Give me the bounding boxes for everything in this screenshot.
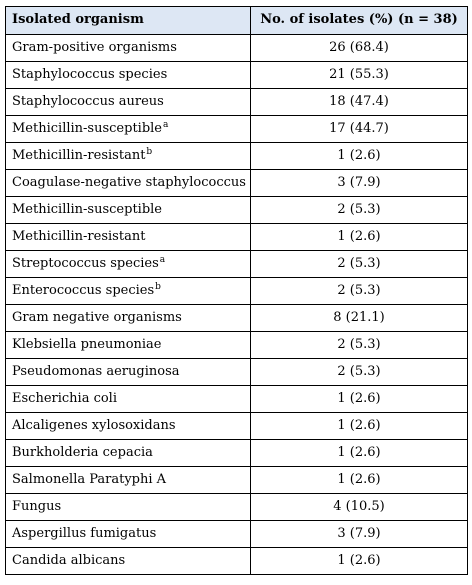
- organism-name: Coagulase-negative staphylococcus: [12, 174, 246, 190]
- organism-name: Aspergillus fumigatus: [12, 525, 157, 541]
- table-row: [6, 359, 468, 386]
- organism-name: Salmonella Paratyphi A: [12, 471, 167, 487]
- organism-cell: [6, 305, 251, 332]
- organism-name: Methicillin-susceptible: [12, 120, 163, 136]
- table-row: [6, 386, 468, 413]
- isolate-count-cell: 1 (2.6): [251, 386, 468, 413]
- organism-name: Methicillin-resistant: [12, 228, 146, 244]
- isolate-count-cell: 1 (2.6): [251, 413, 468, 440]
- organism-cell: [6, 521, 251, 548]
- header-isolated-organism: Isolated organism: [6, 7, 251, 35]
- isolate-count-cell: 2 (5.3): [251, 332, 468, 359]
- organism-name: Klebsiella pneumoniae: [12, 336, 162, 352]
- footnote-marker: a: [159, 254, 166, 265]
- organism-name: Candida albicans: [12, 552, 126, 568]
- table-row: [6, 440, 468, 467]
- isolate-count-cell: 18 (47.4): [251, 89, 468, 116]
- isolate-count-cell: 26 (68.4): [251, 35, 468, 62]
- isolate-count-cell: 1 (2.6): [251, 224, 468, 251]
- isolates-table-container: [5, 6, 468, 575]
- table-row: [6, 62, 468, 89]
- table-row: [6, 35, 468, 62]
- organism-name: Methicillin-susceptible: [12, 201, 163, 217]
- organism-cell: [6, 467, 251, 494]
- isolate-count-cell: 4 (10.5): [251, 494, 468, 521]
- organism-name: Enterococcus species: [12, 282, 155, 298]
- organism-cell: [6, 251, 251, 278]
- organism-name: Fungus: [12, 498, 62, 514]
- organism-name: Methicillin-resistant: [12, 147, 146, 163]
- table-row: [6, 197, 468, 224]
- isolate-count-cell: 17 (44.7): [251, 116, 468, 143]
- organism-cell: [6, 494, 251, 521]
- organism-cell: [6, 413, 251, 440]
- isolate-count-cell: 2 (5.3): [251, 251, 468, 278]
- footnote-marker: b: [146, 146, 153, 157]
- isolate-count-cell: 1 (2.6): [251, 440, 468, 467]
- isolates-table: [5, 6, 468, 575]
- organism-name: Streptococcus species: [12, 255, 159, 271]
- table-row: [6, 116, 468, 143]
- organism-name: Staphylococcus species: [12, 66, 168, 82]
- table-row: [6, 521, 468, 548]
- organism-cell: [6, 359, 251, 386]
- organism-name: Staphylococcus aureus: [12, 93, 164, 109]
- isolate-count-cell: 2 (5.3): [251, 197, 468, 224]
- table-row: [6, 332, 468, 359]
- isolate-count-cell: 1 (2.6): [251, 467, 468, 494]
- organism-cell: [6, 143, 251, 170]
- organism-name: Gram-positive organisms: [12, 39, 177, 55]
- organism-cell: [6, 548, 251, 575]
- table-row: [6, 170, 468, 197]
- organism-cell: [6, 35, 251, 62]
- isolate-count-cell: 2 (5.3): [251, 278, 468, 305]
- organism-cell: [6, 332, 251, 359]
- isolate-count-cell: 2 (5.3): [251, 359, 468, 386]
- organism-cell: [6, 440, 251, 467]
- isolate-count-cell: 1 (2.6): [251, 548, 468, 575]
- footnote-marker: b: [155, 281, 161, 292]
- table-row: [6, 467, 468, 494]
- organism-cell: [6, 170, 251, 197]
- table-row: [6, 143, 468, 170]
- isolate-count-cell: 3 (7.9): [251, 170, 468, 197]
- table-row: [6, 224, 468, 251]
- organism-cell: [6, 197, 251, 224]
- organism-name: Burkholderia cepacia: [12, 444, 153, 460]
- header-number-of-isolates: No. of isolates (%) (n = 38): [251, 7, 468, 35]
- footnote-marker: a: [163, 119, 169, 130]
- table-row: [6, 413, 468, 440]
- table-header-row: [6, 7, 468, 35]
- organism-name: Pseudomonas aeruginosa: [12, 363, 180, 379]
- table-row: [6, 278, 468, 305]
- organism-name: Escherichia coli: [12, 390, 117, 406]
- table-row: [6, 494, 468, 521]
- table-row: [6, 251, 468, 278]
- organism-cell: [6, 278, 251, 305]
- isolate-count-cell: 1 (2.6): [251, 143, 468, 170]
- organism-name: Gram negative organisms: [12, 309, 182, 325]
- isolate-count-cell: 21 (55.3): [251, 62, 468, 89]
- isolate-count-cell: 3 (7.9): [251, 521, 468, 548]
- table-row: [6, 89, 468, 116]
- organism-cell: [6, 116, 251, 143]
- organism-name: Alcaligenes xylosoxidans: [12, 417, 176, 433]
- organism-cell: [6, 62, 251, 89]
- organism-cell: [6, 386, 251, 413]
- table-row: [6, 305, 468, 332]
- organism-cell: [6, 224, 251, 251]
- isolate-count-cell: 8 (21.1): [251, 305, 468, 332]
- organism-cell: [6, 89, 251, 116]
- table-row: [6, 548, 468, 575]
